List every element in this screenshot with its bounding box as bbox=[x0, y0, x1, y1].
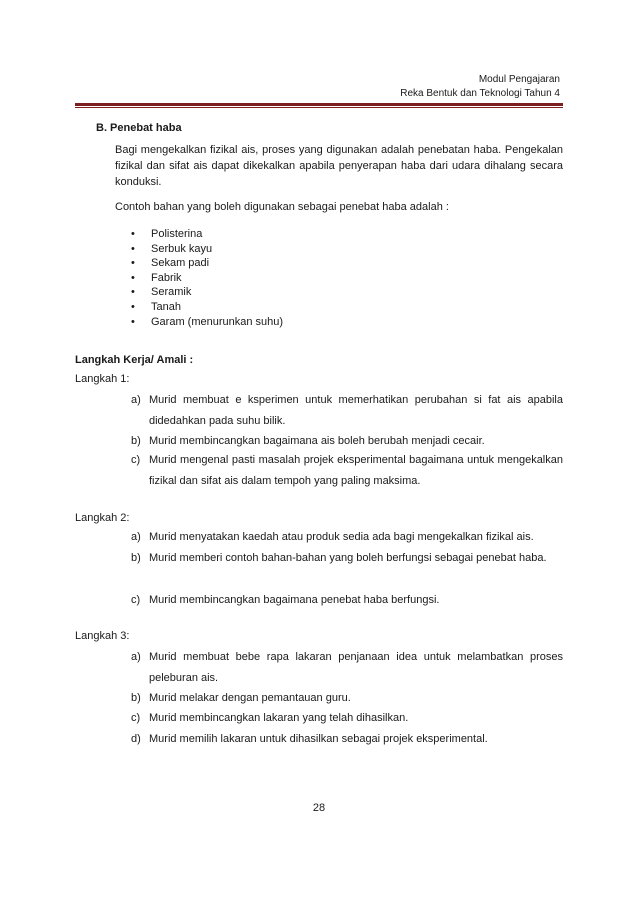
step-2-label: Langkah 2: bbox=[75, 512, 130, 524]
item-key: a) bbox=[131, 394, 141, 406]
step-2-item-b bbox=[131, 548, 563, 569]
list-item: • Fabrik bbox=[131, 271, 551, 286]
step-2-item-c bbox=[131, 590, 563, 611]
list-item: • Sekam padi bbox=[131, 256, 551, 271]
item-key: c) bbox=[131, 594, 141, 606]
item-text: Murid membuat e ksperimen untuk memerhatikan perubahan si fat ais apabila didedahkan pada suhu bilik. bbox=[149, 394, 563, 427]
section-b-heading: B. Penebat haba bbox=[96, 122, 182, 134]
item-text: Murid memilih lakaran untuk dihasilkan sebagai projek eksperimental. bbox=[149, 733, 488, 745]
step-1-item-b bbox=[131, 431, 563, 452]
step-3-item-c bbox=[131, 708, 563, 729]
item-key: b) bbox=[131, 552, 141, 564]
step-3-item-b bbox=[131, 688, 563, 709]
step-1-item-c bbox=[131, 450, 563, 492]
item-key: b) bbox=[131, 435, 141, 447]
list-item: • Tanah bbox=[131, 300, 551, 315]
item-key: b) bbox=[131, 692, 141, 704]
item-text: Murid membincangkan bagaimana ais boleh berubah menjadi cecair. bbox=[149, 435, 485, 447]
item-text: Murid menyatakan kaedah atau produk sedia ada bagi mengekalkan fizikal ais. bbox=[149, 531, 534, 543]
item-key: c) bbox=[131, 712, 141, 724]
steps-title: Langkah Kerja/ Amali : bbox=[75, 354, 194, 366]
header-rule bbox=[75, 103, 563, 106]
step-2-item-a bbox=[131, 527, 563, 548]
item-key: a) bbox=[131, 651, 141, 663]
step-3-item-d bbox=[131, 729, 563, 750]
header-module-title: Modul Pengajaran bbox=[478, 74, 560, 85]
header-rule-thin bbox=[75, 107, 563, 108]
item-text: Murid melakar dengan pemantauan guru. bbox=[149, 692, 351, 704]
list-item: • Polisterina bbox=[131, 227, 551, 242]
item-key: a) bbox=[131, 531, 141, 543]
item-key: c) bbox=[131, 454, 141, 466]
step-1-item-a bbox=[131, 390, 563, 432]
item-text: Murid membincangkan lakaran yang telah dihasilkan. bbox=[149, 712, 409, 724]
section-b-intro: Contoh bahan yang boleh digunakan sebagai penebat haba adalah : bbox=[115, 201, 449, 213]
list-item: • Serbuk kayu bbox=[131, 242, 551, 257]
list-item: • Seramik bbox=[131, 285, 551, 300]
section-b-paragraph: Bagi mengekalkan fizikal ais, proses yang digunakan adalah penebatan haba. Pengekalan fizikal dan sifat ais dapat dikekalkan apabila penyerapan haba dari udara dihalang secara konduksi. bbox=[115, 144, 563, 188]
item-text: Murid memberi contoh bahan-bahan yang boleh berfungsi sebagai penebat haba. bbox=[149, 552, 547, 564]
step-1-label: Langkah 1: bbox=[75, 373, 130, 385]
insulator-list bbox=[131, 227, 551, 329]
item-text: Murid membuat bebe rapa lakaran penjanaan idea untuk melambatkan proses peleburan ais. bbox=[149, 651, 563, 684]
step-3-label: Langkah 3: bbox=[75, 630, 130, 642]
step-3-item-a bbox=[131, 647, 563, 689]
header-subject-title: Reka Bentuk dan Teknologi Tahun 4 bbox=[400, 88, 560, 99]
item-key: d) bbox=[131, 733, 141, 745]
item-text: Murid membincangkan bagaimana penebat haba berfungsi. bbox=[149, 594, 440, 606]
item-text: Murid mengenal pasti masalah projek eksperimental bagaimana untuk mengekalkan fizikal dan sifat ais dalam tempoh yang paling maksima. bbox=[149, 454, 563, 487]
page-number: 28 bbox=[312, 802, 326, 814]
list-item: • Garam (menurunkan suhu) bbox=[131, 315, 551, 330]
